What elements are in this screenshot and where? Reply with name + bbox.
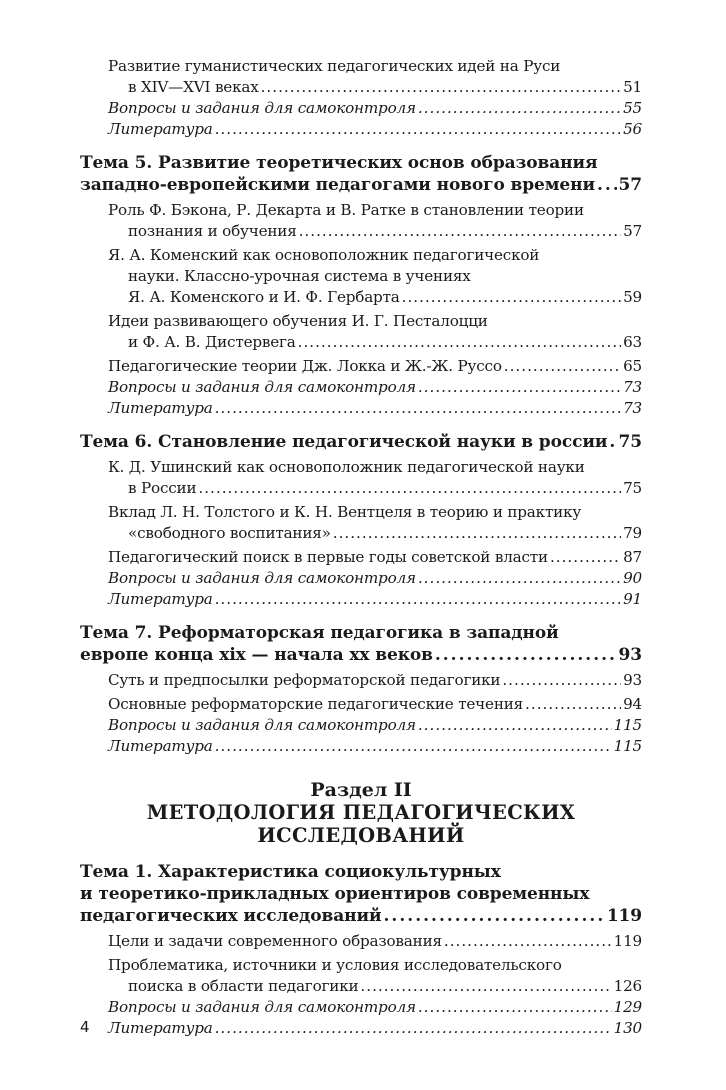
page-ref: 119 [606,906,642,926]
toc-entry-literature[interactable] [80,1018,642,1039]
toc-entry-text: поиска в области педагогики [128,977,359,995]
page-ref: 51 [623,78,642,96]
toc-entry-text: Вопросы и задания для самоконтроля [108,99,416,117]
toc-entry-questions[interactable] [80,568,642,589]
toc-entry-text: Роль Ф. Бэкона, Р. Декарта и В. Ратке в становлении теории [108,201,584,219]
toc-entry-text: Проблематика, источники и условия исследовательского [108,956,562,974]
page-ref: 75 [618,432,642,452]
topic-heading[interactable]: Тема 7. Реформаторская педагогика в западной [80,623,559,643]
page-ref: 55 [623,99,642,117]
page-ref: 130 [613,1019,642,1037]
dot-leader [299,221,621,242]
dot-leader [418,98,621,119]
topic-heading[interactable]: и теоретико-прикладных ориентиров современных [80,884,590,904]
section-title: МЕТОДОЛОГИЯ ПЕДАГОГИЧЕСКИХ [146,801,576,824]
toc-entry-text: в России [128,479,197,497]
page-ref: 56 [623,120,642,138]
page-ref: 93 [623,671,642,689]
toc-entry-text: Развитие гуманистических педагогических идей на Руси [108,57,561,75]
dot-leader [298,332,621,353]
page-ref: 126 [613,977,642,995]
topic-heading-text: западно-европейскими педагогами нового времени [80,175,595,195]
dot-leader [435,644,617,666]
toc-topic-1 [80,861,642,927]
dot-leader [550,547,621,568]
toc-entry-text: Идеи развивающего обучения И. Г. Песталоцци [108,312,488,330]
toc-entry-text: Вопросы и задания для самоконтроля [108,716,416,734]
toc-entry-questions[interactable] [80,98,642,119]
toc-topic-5 [80,152,642,196]
toc-entry[interactable] [80,523,642,544]
toc-entry-text: Литература [108,399,213,417]
toc-entry-text: Цели и задачи современного образования [108,932,442,950]
toc-page [80,56,642,1039]
dot-leader [597,174,617,196]
toc-topic-5-entries [80,200,642,419]
dot-leader [402,287,621,308]
toc-entry-text: Вклад Л. Н. Толстого и К. Н. Вентцеля в теорию и практику [108,503,582,521]
page-ref: 73 [623,399,642,417]
page-ref: 57 [618,175,642,195]
toc-block-continued [80,56,642,140]
topic-heading[interactable] [80,905,642,927]
toc-entry-text: Литература [108,590,213,608]
dot-leader [418,715,612,736]
toc-entry-text: и Ф. А. В. Дистервега [128,333,296,351]
toc-entry-text: Вопросы и задания для самоконтроля [108,998,416,1016]
dot-leader [215,1018,612,1039]
page-number: 4 [80,1018,90,1036]
toc-entry-text: «свободного воспитания» [128,524,331,542]
page-ref: 129 [613,998,642,1016]
dot-leader [384,905,605,927]
page-ref: 63 [623,333,642,351]
toc-entry-text: Литература [108,120,213,138]
toc-entry-literature[interactable] [80,736,642,757]
dot-leader [418,568,621,589]
toc-entry-text: К. Д. Ушинский как основоположник педагогической науки [108,458,585,476]
toc-entry-text: Педагогический поиск в первые годы советской власти [108,548,548,566]
toc-entry[interactable] [80,976,642,997]
page-ref: 73 [623,378,642,396]
dot-leader [609,431,616,453]
topic-heading[interactable]: Тема 1. Характеристика социокультурных [80,862,501,882]
toc-entry[interactable] [80,356,642,377]
toc-entry[interactable] [80,694,642,715]
toc-entry-text: в XIV—XVI веках [128,78,259,96]
section-title: ИССЛЕДОВАНИЙ [257,824,465,847]
toc-topic-7 [80,622,642,666]
page-ref: 57 [623,222,642,240]
page-ref: 115 [613,716,642,734]
toc-entry-text: Педагогические теории Дж. Локка и Ж.-Ж. Руссо [108,357,502,375]
dot-leader [525,694,621,715]
toc-entry-text: Вопросы и задания для самоконтроля [108,569,416,587]
toc-topic-6-entries [80,457,642,610]
dot-leader [215,736,612,757]
dot-leader [215,119,621,140]
topic-heading[interactable] [80,644,642,666]
dot-leader [261,77,621,98]
toc-entry[interactable] [80,221,642,242]
page-ref: 94 [623,695,642,713]
page-ref: 59 [623,288,642,306]
dot-leader [198,478,621,499]
page-ref: 93 [618,645,642,665]
toc-entry[interactable] [80,77,642,98]
dot-leader [418,377,621,398]
dot-leader [418,997,612,1018]
toc-entry-text: Литература [108,737,213,755]
toc-entry-questions[interactable] [80,377,642,398]
dot-leader [444,931,612,952]
page-ref: 91 [623,590,642,608]
toc-entry-questions[interactable] [80,997,642,1018]
dot-leader [215,589,621,610]
toc-entry-text: науки. Классно-урочная система в учениях [128,267,471,285]
dot-leader [215,398,621,419]
topic-heading[interactable] [80,431,642,453]
toc-entry-literature[interactable] [80,119,642,140]
toc-entry[interactable] [80,931,642,952]
toc-topic-7-entries [80,670,642,757]
toc-entry-text: Основные реформаторские педагогические течения [108,695,524,713]
page-ref: 87 [623,548,642,566]
dot-leader [360,976,611,997]
page-ref: 79 [623,524,642,542]
section-number: Раздел II [310,779,412,801]
page-ref: 90 [623,569,642,587]
topic-heading[interactable] [80,174,642,196]
toc-entry-text: познания и обучения [128,222,297,240]
toc-entry[interactable] [80,287,642,308]
toc-entry-questions[interactable] [80,715,642,736]
page-ref: 119 [613,932,642,950]
toc-entry-text: Вопросы и задания для самоконтроля [108,378,416,396]
topic-heading[interactable]: Тема 5. Развитие теоретических основ образования [80,153,598,173]
toc-entry-literature[interactable] [80,398,642,419]
topic-heading-text: педагогических исследований [80,906,382,926]
topic-heading-text: европе конца xix — начала xx веков [80,645,433,665]
page-ref: 65 [623,357,642,375]
dot-leader [333,523,621,544]
toc-entry[interactable] [80,547,642,568]
toc-entry[interactable] [80,478,642,499]
toc-entry[interactable] [80,670,642,691]
toc-topic-6 [80,431,642,453]
toc-entry-text: Суть и предпосылки реформаторской педагогики [108,671,501,689]
toc-entry-text: Я. А. Коменский как основоположник педагогической [108,246,540,264]
toc-entry[interactable] [80,332,642,353]
toc-entry-literature[interactable] [80,589,642,610]
toc-entry-text: Литература [108,1019,213,1037]
dot-leader [502,670,621,691]
toc-topic-1-entries [80,931,642,1039]
page-ref: 75 [623,479,642,497]
toc-entry-text: Я. А. Коменского и И. Ф. Гербарта [128,288,400,306]
section-heading [80,779,642,847]
page-ref: 115 [613,737,642,755]
dot-leader [504,356,621,377]
topic-heading-text: Тема 6. Становление педагогической науки в россии [80,432,608,452]
